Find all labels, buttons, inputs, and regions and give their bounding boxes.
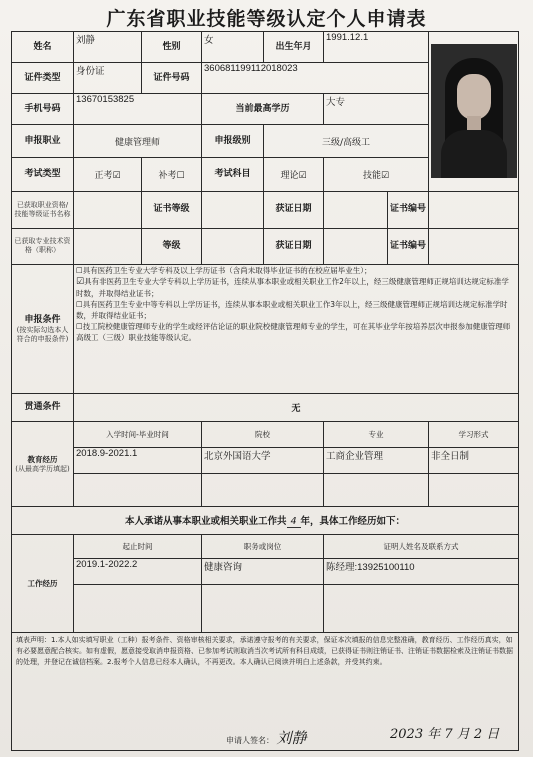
application-form-table xyxy=(11,31,519,751)
id-type-label: 证件类型 xyxy=(12,63,74,94)
cert-no-value[interactable] xyxy=(429,191,519,228)
edu-school-cell[interactable]: 北京外国语大学 xyxy=(202,447,324,473)
work-position-cell[interactable]: 健康咨询 xyxy=(202,558,324,584)
work-years-value[interactable]: 4 xyxy=(287,516,301,528)
exam-type-label: 考试类型 xyxy=(12,158,74,191)
condition-checkbox[interactable]: ☐ xyxy=(76,300,83,310)
table-row xyxy=(12,447,519,473)
exam-makeup-text: 补考 xyxy=(158,170,177,181)
occupation-label: 申报职业 xyxy=(12,125,74,158)
edu-header-major: 专业 xyxy=(324,421,429,447)
signature-label: 申请人签名： xyxy=(226,736,274,745)
qual-obtained-value[interactable] xyxy=(74,191,142,228)
exam-normal-option[interactable] xyxy=(74,158,142,191)
through-value[interactable]: 无 xyxy=(74,393,519,421)
work-promise-suffix: 年，具体工作经历如下： xyxy=(300,515,406,527)
subject-skill-checkbox[interactable]: ☑ xyxy=(380,170,390,181)
prof-cert-no-label: 证书编号 xyxy=(388,228,429,265)
applicant-photo xyxy=(431,44,517,178)
edu-period-cell[interactable]: 2018.9-2021.1 xyxy=(74,447,202,473)
subject-theory-option[interactable] xyxy=(264,158,324,191)
phone-label: 手机号码 xyxy=(12,94,74,125)
condition-text: 具有非医药卫生专业大学专科以上学历证书，连续从事本职业或相关职业工作2年以上，经三级健康管理师正规培训达规定标准学时数，并取得结业证书； xyxy=(76,277,509,299)
work-promise xyxy=(12,506,519,534)
work-promise-prefix: 本人承诺从事本职业或相关职业工作共 xyxy=(124,515,287,527)
signature-name[interactable]: 刘静 xyxy=(276,729,307,747)
condition-checkbox[interactable]: ☐ xyxy=(76,266,83,276)
conditions-list xyxy=(74,265,519,393)
grade-label: 等级 xyxy=(142,228,202,265)
photo-cell xyxy=(429,32,519,192)
prof-issue-date-label: 获证日期 xyxy=(264,228,324,265)
edu-history-label: 教育经历 xyxy=(27,454,58,464)
condition-item[interactable] xyxy=(76,321,516,343)
work-position-cell[interactable] xyxy=(202,584,324,632)
edu-major-cell[interactable] xyxy=(324,473,429,506)
name-label: 姓名 xyxy=(12,32,74,63)
table-row xyxy=(12,473,519,506)
work-reference-cell[interactable]: 陈经理:13925100110 xyxy=(324,558,519,584)
conditions-label-cell xyxy=(12,265,74,393)
through-label: 贯通条件 xyxy=(12,393,74,421)
exam-makeup-option[interactable] xyxy=(142,158,202,191)
cert-no-label: 证书编号 xyxy=(388,191,429,228)
condition-item[interactable] xyxy=(76,299,516,321)
work-period-cell[interactable] xyxy=(74,584,202,632)
signature-area xyxy=(226,727,307,748)
condition-text: 具有医药卫生专业中等专科以上学历证书，连续从事本职业或相关职业工作3年以上，经三级健康管理师正规培训达规定标准学时数，并取得结业证书； xyxy=(76,300,508,321)
exam-subject-label: 考试科目 xyxy=(202,158,264,191)
cert-level-value[interactable] xyxy=(202,191,264,228)
prof-title-value[interactable] xyxy=(74,228,142,265)
condition-item[interactable] xyxy=(76,265,516,276)
phone-value[interactable]: 13670153825 xyxy=(74,94,202,125)
grade-value[interactable] xyxy=(202,228,264,265)
gender-label: 性别 xyxy=(142,32,202,63)
name-value[interactable]: 刘静 xyxy=(74,32,142,63)
conditions-label: 申报条件 xyxy=(24,314,61,325)
id-no-value[interactable]: 360681199112018023 xyxy=(202,63,429,94)
table-row xyxy=(12,584,519,632)
subject-theory-checkbox[interactable]: ☑ xyxy=(298,170,307,181)
condition-text: 具有医药卫生专业大学专科及以上学历证书（含尚未取得毕业证书的在校应届毕业生）； xyxy=(82,266,372,276)
condition-checkbox[interactable]: ☐ xyxy=(76,322,83,332)
work-header-position: 职务或岗位 xyxy=(202,534,324,558)
conditions-note: (按实际勾选本人符合的申报条件) xyxy=(16,325,69,343)
edu-header-school: 院校 xyxy=(202,421,324,447)
level-value[interactable]: 三级/高级工 xyxy=(264,125,429,158)
exam-normal-checkbox[interactable]: ☑ xyxy=(112,170,121,181)
exam-normal-text: 正考 xyxy=(94,170,113,181)
signature-date[interactable]: 2023 年 7 月 2 日 xyxy=(390,727,500,742)
edu-mode-cell[interactable] xyxy=(429,473,519,506)
id-type-value[interactable]: 身份证 xyxy=(74,63,142,94)
cert-level-label: 证书等级 xyxy=(142,191,202,228)
edu-major-cell[interactable]: 工商企业管理 xyxy=(324,447,429,473)
work-period-cell[interactable]: 2019.1-2022.2 xyxy=(74,558,202,584)
condition-text: 技工院校健康管理师专业的学生或经评估论证的职业院校健康管理师专业的学生，可在其毕业学年按培养层次申报参加健康管理师高级工（三级）职业技能等级认定。 xyxy=(76,322,511,343)
edu-mode-cell[interactable]: 非全日制 xyxy=(429,447,519,473)
prof-title-label: 已获取专业技术资格（职称） xyxy=(12,228,74,265)
work-header-reference: 证明人姓名及联系方式 xyxy=(324,534,519,558)
condition-checkbox[interactable]: ☑ xyxy=(76,277,85,288)
gender-value[interactable]: 女 xyxy=(202,32,264,63)
qual-obtained-label: 已获取职业资格/技能等级证书名称 xyxy=(12,191,74,228)
occupation-value[interactable]: 健康管理师 xyxy=(74,125,202,158)
subject-skill-option[interactable] xyxy=(324,158,429,191)
education-value[interactable]: 大专 xyxy=(324,94,429,125)
edu-school-cell[interactable] xyxy=(202,473,324,506)
edu-history-label-cell xyxy=(12,421,74,506)
level-label: 申报级别 xyxy=(202,125,264,158)
id-no-label: 证件号码 xyxy=(142,63,202,94)
condition-item[interactable] xyxy=(76,276,516,299)
table-row xyxy=(12,558,519,584)
issue-date-value[interactable] xyxy=(324,191,388,228)
subject-theory-text: 理论 xyxy=(280,170,299,181)
prof-cert-no-value[interactable] xyxy=(429,228,519,265)
prof-issue-date-value[interactable] xyxy=(324,228,388,265)
work-history-label: 工作经历 xyxy=(12,534,74,632)
work-reference-cell[interactable] xyxy=(324,584,519,632)
edu-period-cell[interactable] xyxy=(74,473,202,506)
statement-text: 填表声明：1.本人如实填写职业（工种）报考条件、资格审核相关要求，承诺遵守报考的有关要求，保证本次填报的信息完整准确，教育经历、工作经历真实，如有必要愿意配合核实。如有虚假，愿意接受取消申报资格、已参加考试则取消当次考试所有科目成绩，已获得证书则注销证书、注销证书数据检索及注销证书数据的处理，并登记在诚信档案。2.报考个人信息已经本人确认，不再更改。本人确认已阅读并明白上述条款，并受其约束。 xyxy=(16,635,513,666)
birth-label: 出生年月 xyxy=(264,32,324,63)
work-header-period: 起止时间 xyxy=(74,534,202,558)
edu-header-period: 入学时间-毕业时间 xyxy=(74,421,202,447)
edu-header-mode: 学习形式 xyxy=(429,421,519,447)
subject-skill-text: 技能 xyxy=(362,170,381,181)
issue-date-label: 获证日期 xyxy=(264,191,324,228)
form-title: 广东省职业技能等级认定个人申请表 xyxy=(106,8,427,30)
education-label: 当前最高学历 xyxy=(202,94,324,125)
edu-history-note: (从最高学历填起) xyxy=(15,464,70,473)
exam-makeup-checkbox[interactable]: ☐ xyxy=(176,170,185,181)
birth-value[interactable]: 1991.12.1 xyxy=(324,32,429,63)
